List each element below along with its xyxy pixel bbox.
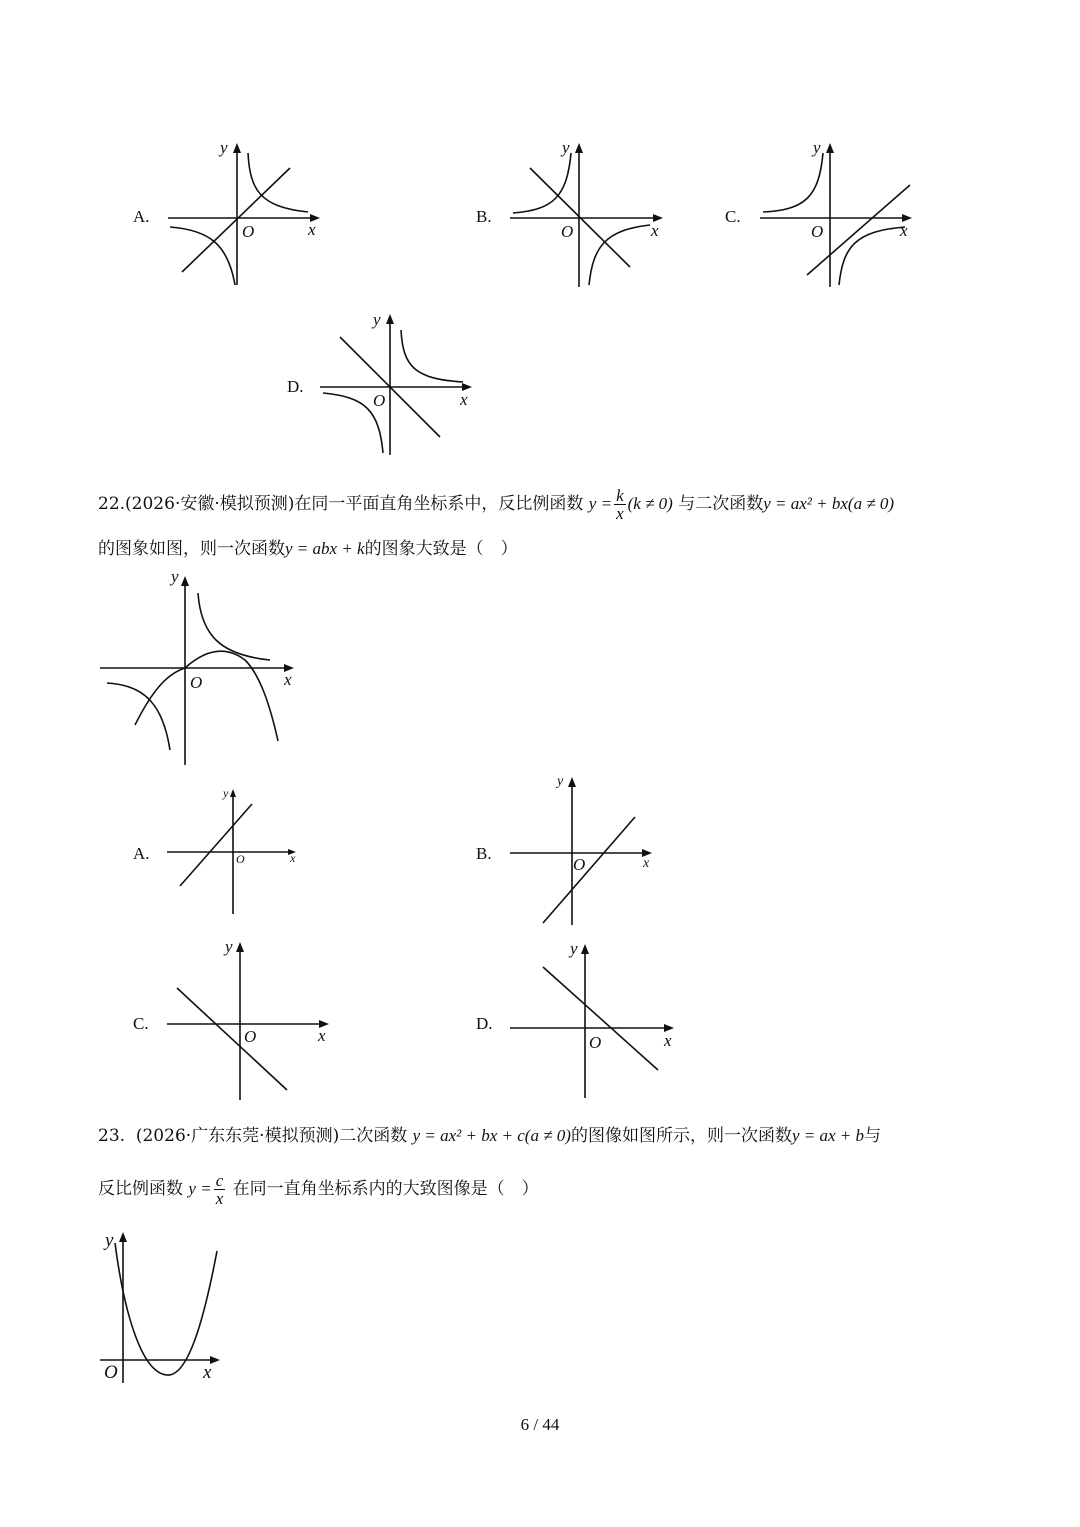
svg-text:y: y (562, 138, 570, 157)
svg-text:O: O (104, 1362, 118, 1383)
svg-text:O: O (244, 1027, 257, 1046)
page-number: 6 / 44 (520, 1415, 560, 1434)
svg-text:y: y (557, 774, 564, 789)
q21-option-a-label: A. (133, 207, 150, 226)
q23-main-graph (95, 1225, 235, 1390)
q22-line1: 22.(2026·安徽·模拟预测)在同一平面直角坐标系中，反比例函数 y = $\frac{k}{x}$ (k ≠ 0) 与二次函数y = ax² + bx(a ≠ 0) (98, 486, 895, 523)
svg-text:O: O (373, 391, 386, 410)
q22-option-c-label: C. (133, 1014, 149, 1033)
svg-text:x: x (664, 1031, 672, 1050)
svg-text:x: x (284, 670, 292, 689)
svg-text:x: x (900, 221, 908, 240)
q23-line1: 23. (2026·广东东莞·模拟预测)二次函数 y = ax² + bx + c(a ≠ 0)的图像如图所示，则一次函数y = ax + b与 (98, 1126, 882, 1146)
q21-option-c-label: C. (725, 207, 741, 226)
q22-option-a-label: A. (133, 844, 150, 863)
q22-option-d-graph (505, 935, 685, 1105)
q21-option-d-graph (315, 305, 485, 465)
svg-text:x: x (203, 1362, 212, 1383)
q22-main-graph (95, 565, 305, 770)
svg-text:O: O (589, 1033, 602, 1052)
svg-text:y: y (813, 138, 821, 157)
q22-option-c-graph (162, 935, 337, 1105)
svg-text:y: y (223, 786, 229, 800)
svg-text:x: x (290, 851, 296, 865)
svg-text:O: O (811, 222, 824, 241)
q22-option-d-label: D. (476, 1014, 493, 1033)
q21-option-b-graph (505, 135, 675, 295)
svg-text:O: O (236, 852, 245, 866)
q22-option-a-graph (162, 782, 312, 922)
svg-text:O: O (573, 855, 586, 874)
q21-option-b-label: B. (476, 207, 492, 226)
svg-text:x: x (318, 1026, 326, 1045)
svg-text:y: y (570, 939, 578, 958)
y-axis-label: y (220, 138, 228, 157)
svg-text:x: x (460, 390, 468, 409)
q21-option-a-graph (160, 135, 330, 295)
q22-option-b-graph (505, 770, 665, 930)
svg-text:y: y (171, 567, 179, 586)
svg-text:x: x (651, 221, 659, 240)
q21-option-c-graph (755, 135, 925, 295)
q21-option-d-label: D. (287, 377, 304, 396)
svg-text:y: y (225, 937, 233, 956)
svg-text:y: y (373, 310, 381, 329)
q22-line2: 的图象如图，则一次函数y = abx + k的图象大致是（ ） (98, 539, 518, 559)
x-axis-label: x (308, 220, 316, 239)
svg-text:O: O (190, 673, 203, 692)
q23-line2: 反比例函数 y = $\frac{c}{x}$ 在同一直角坐标系内的大致图像是（ ） (98, 1171, 539, 1208)
svg-text:O: O (561, 222, 574, 241)
svg-text:y: y (105, 1230, 114, 1251)
q22-option-b-label: B. (476, 844, 492, 863)
origin-label: O (242, 222, 255, 241)
svg-text:x: x (643, 856, 650, 871)
